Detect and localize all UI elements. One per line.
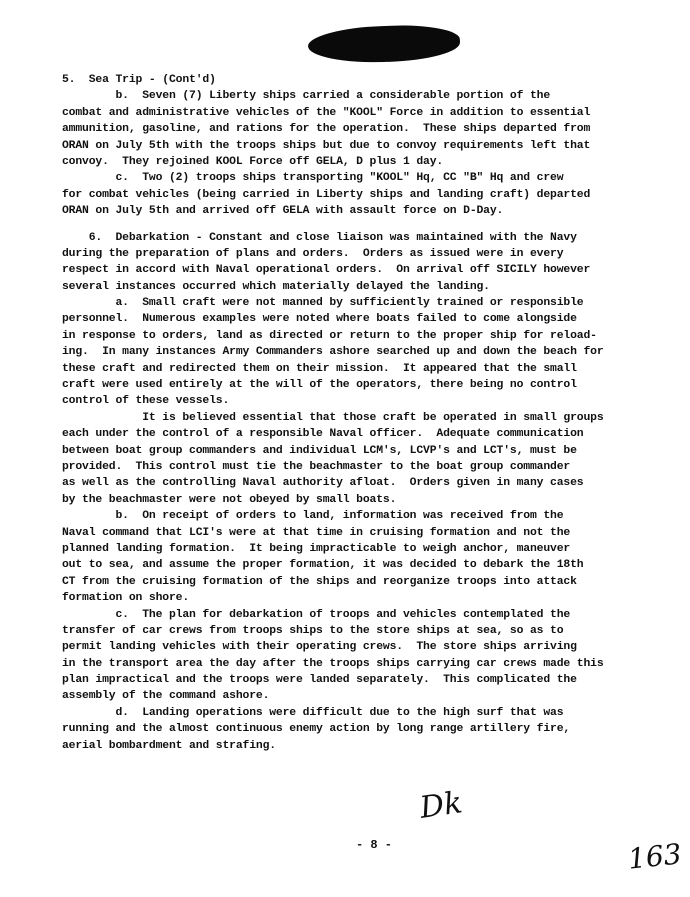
text-line: aerial bombardment and strafing. — [62, 739, 276, 752]
page-number: - 8 - — [356, 838, 393, 852]
text-line: ammunition, gasoline, and rations for the operation. These ships departed from — [62, 123, 591, 136]
text-line: 5. Sea Trip - (Cont'd) — [62, 74, 216, 86]
handwritten-initials: Dk — [417, 785, 465, 826]
text-line: running and the almost continuous enemy action by long range artillery fire, — [62, 723, 571, 736]
text-line: plan impractical and the troops were landed separately. This complicated the — [62, 674, 577, 687]
text-line: CT from the cruising formation of the ships and reorganize troops into attack — [62, 575, 577, 588]
redaction-mark — [307, 23, 460, 64]
text-line: between boat group commanders and individual LCM's, LCVP's and LCT's, must be — [62, 444, 577, 457]
text-line: It is believed essential that those craft be operated in small groups — [62, 411, 604, 424]
text-line: assembly of the command ashore. — [62, 690, 270, 703]
text-line: for combat vehicles (being carried in Liberty ships and landing craft) departed — [62, 188, 591, 201]
text-line: several instances occurred which materially delayed the landing. — [62, 280, 490, 293]
text-line: in the transport area the day after the troops ships carrying car crews made this — [62, 657, 604, 670]
text-line — [62, 220, 662, 230]
text-line: d. Landing operations were difficult due to the high surf that was — [62, 706, 564, 719]
text-line: ing. In many instances Army Commanders ashore searched up and down the beach for — [62, 346, 604, 359]
text-line: convoy. They rejoined KOOL Force off GELA, D plus 1 day. — [62, 155, 444, 168]
text-line: as well as the controlling Naval authority afloat. Orders given in many cases — [62, 477, 584, 490]
text-line: personnel. Numerous examples were noted where boats failed to come alongside — [62, 313, 577, 326]
text-line: c. The plan for debarkation of troops and vehicles contemplated the — [62, 608, 571, 621]
text-line: formation on shore. — [62, 592, 190, 605]
text-line: a. Small craft were not manned by sufficiently trained or responsible — [62, 297, 584, 310]
text-line: b. Seven (7) Liberty ships carried a considerable portion of the — [62, 90, 551, 103]
text-line: provided. This control must tie the beachmaster to the boat group commander — [62, 460, 571, 473]
text-line: b. On receipt of orders to land, information was received from the — [62, 510, 564, 523]
text-line: permit landing vehicles with their operating crews. The store ships arriving — [62, 641, 577, 654]
text-line: out to sea, and assume the proper formation, it was decided to debark the 18th — [62, 559, 584, 572]
text-line: transfer of car crews from troops ships to the store ships at sea, so as to — [62, 624, 564, 637]
text-line: c. Two (2) troops ships transporting "KOOL" Hq, CC "B" Hq and crew — [62, 172, 564, 185]
text-line: each under the control of a responsible Naval officer. Adequate communication — [62, 428, 584, 441]
text-line: ORAN on July 5th and arrived off GELA with assault force on D-Day. — [62, 205, 504, 218]
text-line: combat and administrative vehicles of the "KOOL" Force in addition to essential — [62, 106, 591, 119]
text-line: respect in accord with Naval operational orders. On arrival off SICILY however — [62, 264, 591, 277]
text-line: Naval command that LCI's were at that time in cruising formation and not the — [62, 526, 571, 539]
document-body — [62, 72, 662, 754]
text-line: by the beachmaster were not obeyed by small boats. — [62, 493, 397, 506]
text-line: control of these vessels. — [62, 395, 230, 408]
handwritten-page-stamp: 163 — [626, 837, 684, 876]
text-line: these craft and redirected them on their mission. It appeared that the small — [62, 362, 577, 375]
text-line: in response to orders, land as directed or return to the proper ship for reload- — [62, 329, 597, 342]
text-line: planned landing formation. It being impracticable to weigh anchor, maneuver — [62, 542, 571, 555]
text-line: 6. Debarkation - Constant and close liaison was maintained with the Navy — [62, 231, 577, 244]
text-line: craft were used entirely at the will of the operators, there being no control — [62, 379, 577, 392]
text-line: during the preparation of plans and orders. Orders as issued were in every — [62, 247, 564, 260]
text-line: ORAN on July 5th with the troops ships but due to convoy requirements left that — [62, 139, 591, 152]
